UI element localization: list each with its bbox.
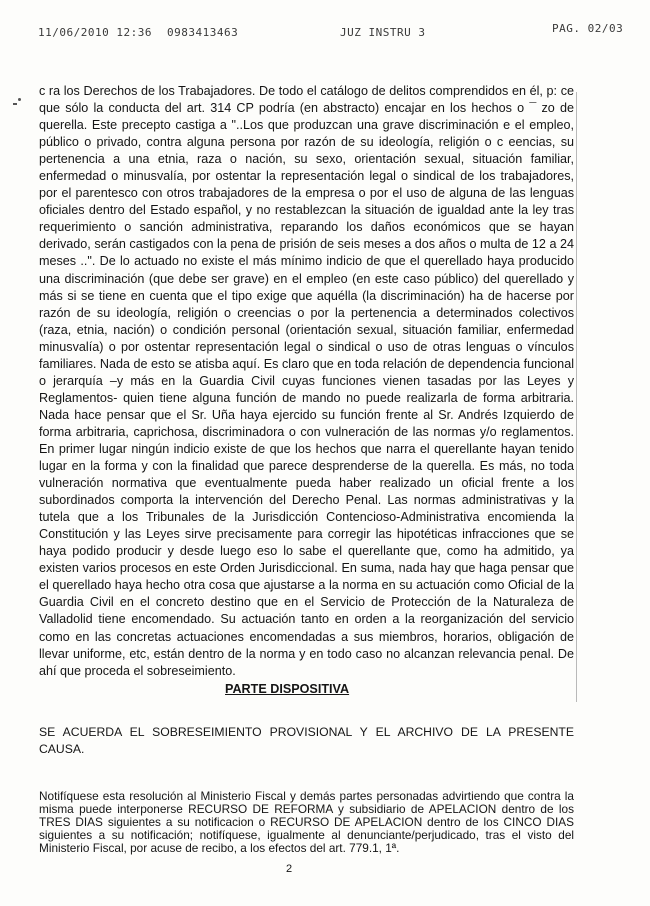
section-heading: PARTE DISPOSITIVA — [225, 682, 350, 696]
fax-date-time: 11/06/2010 12:36 — [38, 26, 152, 39]
resolution-agreement: SE ACUERDA EL SOBRESEIMIENTO PROVISIONAL Y EL ARCHIVO DE LA PRESENTE CAUSA. — [39, 725, 574, 756]
notification-paragraph: Notifíquese esta resolución al Ministerio Fiscal y demás partes personadas advirtiendo que contra la misma puede interponerse RECURSO DE REFORMA y subsidiario de APELACION dentro de los TRES DIAS siguientes a su notificacion o RECURSO DE APELACION dentro de los CINCO DIAS siguientes a su notificación; notifíquese, igualmente al denunciante/perjudicado, tras el visto del Ministerio Fiscal, por acuse de recibo, a los efectos del art. 779.1, 1ª. — [39, 789, 574, 855]
page-number: 2 — [286, 863, 293, 875]
fax-sender-id: JUZ INSTRU 3 — [340, 26, 426, 39]
margin-scan-mark — [18, 98, 21, 101]
fax-page-label: PAG. 02/03 — [552, 22, 624, 35]
fax-phone-number: 0983413463 — [167, 26, 239, 39]
scan-edge-line — [576, 92, 577, 702]
margin-scan-mark — [13, 103, 17, 105]
legal-reasoning-paragraph: c ra los Derechos de los Trabajadores. De todo el catálogo de delitos comprendidos en él, p: ce que sólo la conducta del art. 314 CP podría (en abstracto) encajar en los hechos o ¯ zo de querella. Este precepto castiga a "..Los que produzcan una grave discriminación e el empleo, público o privado, contra alguna persona por razón de su ideología, religión o c eencias, su pertenencia a una etnia, raza o nación, su sexo, orientación sexual, situación familiar, enfermedad o minusvalía, por ostentar la representación legal o sindical de los trabajadores, por el parentesco con otros trabajadores de la empresa o por el uso de alguna de las lenguas oficiales dentro del Estado español, y no restablezcan la situación de igualdad ante la ley tras requerimiento o sanción administrativa, reparando los daños económicos que se hayan derivado, serán castigados con la pena de prisión de seis meses a dos años o multa de 12 a 24 meses ..". De lo actuado no existe el más mínimo indicio de que el querellado haya producido una discriminación (que debe ser grave) en el empleo (en este caso público) del querellado y más si se tiene en cuenta que el tipo exige que aquélla (la discriminación) ha de hacerse por razón de su ideología, religión o creencias o por la pertenencia a determinados colectivos (raza, etnia, nación) o condición personal (orientación sexual, situación familiar, enfermedad minusvalía) o por ostentar representación legal o sindical o uso de otras lenguas o vínculos familiares. Nada de esto se atisba aquí. Es claro que en toda relación de dependencia funcional o jerarquía –y más en la Guardia Civil cuyas funciones vienen tasadas por las Leyes y Reglamentos- quien tiene alguna función de mando no puede realizarla de forma arbitraria. Nada hace pensar que el Sr. Uña haya ejercido su función frente al Sr. Andrés Izquierdo de forma arbitraria, caprichosa, discriminadora o con vulneración de las normas y/o reglamentos. En primer lugar ningún indicio existe de que los hechos que narra el querellante hayan tenido lugar en la forma y con la finalidad que parece desprenderse de la querella. Es más, no toda vulneración normativa que eventualmente pueda haber realizado un oficial frente a los subordinados comporta la intervención del Derecho Penal. Las normas administrativas y la tutela que a los Tribunales de la Jurisdicción Contencioso-Administrativa encomienda la Constitución y las Leyes sirve precisamente para corregir las hipotéticas infracciones que se haya podido producir y desde luego eso lo sabe el querellante que, como ha admitido, ya existen varios procesos en este Orden Jurisdiccional. En suma, nada hay que haga pensar que el querellado haya hecho otra cosa que ajustarse a la norma en su actuación como Oficial de la Guardia Civil en el concreto destino que en el Servicio de Protección de la Naturaleza de Valladolid tiene encomendado. Su actuación tanto en orden a la reorganización del servicio como en las concretas actuaciones encomendadas a sus miembros, horarios, obligación de llevar uniforme, etc, están dentro de la norma y en todo caso no alcanzan relevancia penal. De ahí que proceda el sobreseimiento. — [39, 84, 574, 678]
